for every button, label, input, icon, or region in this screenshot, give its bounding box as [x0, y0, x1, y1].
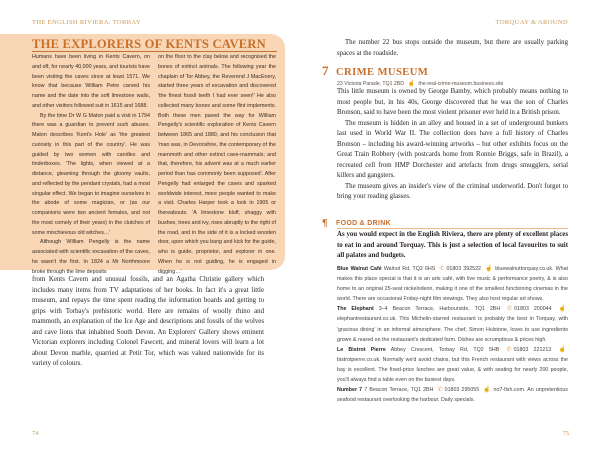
entry-number: 7	[322, 63, 329, 78]
entry-heading	[322, 63, 428, 79]
restaurant-phone: 01803 221213	[513, 346, 552, 353]
right-intro-text	[337, 38, 568, 59]
restaurant-phone: 01803 295055	[444, 387, 480, 394]
restaurant-listing	[337, 304, 568, 344]
entry-website[interactable]: the-real-crime-museum.business.site	[418, 81, 504, 87]
left-body-text	[32, 275, 264, 370]
restaurant-name: Blue Walnut Café	[337, 266, 382, 272]
phone-icon: ✆	[439, 266, 445, 272]
sidebar-paragraph: Humans have been living in Kents Cavern, on and off, for nearly 40,000 years, and tourists have been visiting the caves since at least 1571. We know that because William Petre carved his name and the date into the soft limestone walls, and other visitors followed suit in 1615 and 1688.	[32, 54, 150, 109]
running-head-right: TORQUAY & AROUND	[495, 19, 568, 26]
phone-icon: ✆	[507, 306, 513, 313]
sidebar-paragraph: on the floor to the clay below and recognised the bones of extinct animals. The following year the chaplain of Tor Abbey, the Reverend J MacEnery, started three years of excavation and discovered 'the finest fossil teeth I had ever seen!' He also collected many bones and some flint implements. Both these men paved the way for William Pengelly's scientific exploration of Kents Cavern between 1865 and 1880, and his conclusion that 'man was, in Devonshire, the contemporary of the mammoth and other extinct cave-mammals; and that, therefore, his advent was at a much earlier period than has commonly been supposed'. After Pengelly had enlarged the caves and sparked worldwide interest, more people wanted to make a visit. Charles Harper took a look in 1905 or thereabouts. 'A limestone bluff, shaggy with bushes, trees and ivy, rises abruptly to the right of the road, and in the side of it is a locked wooden door, upon which you bang and kick for the guide, who is guide, proprietor, and explorer in one. When he is not guiding, he is engaged in digging…'	[158, 54, 276, 275]
restaurant-description: What makes this place special is that it is an arts café, with live music & performance poetry, & is also home to an original 25-seat nickelodeon, making it one of the smallest functioning cinemas in the world. There are occasional Friday-night film viewings. They also host regular art shows.	[337, 266, 568, 303]
restaurant-website[interactable]: elephantrestaurant.co.uk.	[337, 316, 397, 323]
sidebar-paragraph: By the time Dr W G Maton paid a visit in 1794 there was a guardian to prevent such abuses. Maton describes 'Kent's Hole' as 'the greatest curiosity in this part of the country'. He was guided by two women with candles and tinderboxes. 'The lights, when viewed at a distance, gleaming through the gloomy vaults, and reflected by the pendant crystals, had a most singular effect. We began to imagine ourselves in the abode of some magician, or (as our companions were two ancient females, and not the most comely of their years) in the clutches of some mischievous old witches…'	[32, 112, 150, 236]
restaurant-name: Number 7	[337, 387, 363, 394]
restaurant-address: Abbey Crescent, Torbay Rd, TQ2 5HB	[390, 346, 500, 353]
entry-address: 23 Victoria Parade, TQ1 2BD	[337, 81, 404, 87]
restaurant-address: 7 Beacon Terrace, TQ1 2BH	[364, 387, 434, 394]
restaurant-website[interactable]: bluewalnuttorquay.co.uk.	[495, 266, 554, 272]
entry-body	[337, 87, 568, 203]
entry-paragraph: The museum gives an insider's view of the criminal underworld. Don't forget to bring your reading glasses.	[337, 182, 568, 200]
phone-icon: ✆	[506, 346, 512, 353]
body-paragraph: from Kents Cavern and unusual fossils, and an Agatha Christie gallery which includes many items from TV adaptations of her books. In fact it's a great little museum, and repays the time spent reading the information boards and getting to grips with Torbay's prehistoric world. Here are remains of woolly rhino and mammoth, an explanation of the Ice Age and descriptions and fossils of the wolves and cave lions that inhabited South Devon. An Explorers' Gallery shows eminent Victorian explorers including Colonel Fawcett, and mineral lovers will learn a lot about Devon marble, quarried at Petit Tor, which was valued nationwide for its variety of colours.	[32, 276, 264, 367]
body-paragraph: The number 22 bus stops outside the museum, but there are usually parking spaces at the roadside.	[337, 39, 568, 57]
web-icon: ☝	[485, 266, 494, 272]
food-drink-rule	[337, 228, 568, 229]
web-icon: ☝	[558, 346, 566, 353]
entry-paragraph: This little museum is owned by George Bamby, which probably means nothing to most people but, in his 40s, George discovered that he was the son of Charles Bronson, said to have been the most violent prisoner ever held in a British prison.	[337, 88, 568, 116]
restaurant-listing	[337, 264, 568, 304]
restaurant-description: Normally we'd avoid chains, but this French restaurant with views across the bay is excellent. The fixed-price lunches are great value, & with seating for nearly 200 people, you'll always find a table even on the busiest days.	[337, 356, 569, 384]
restaurant-description: An unpretentious seafood restaurant overlooking the harbour. Daily specials.	[337, 387, 568, 404]
sidebar-title-rule	[32, 51, 277, 52]
restaurant-listings	[337, 264, 568, 405]
food-drink-title: FOOD & DRINK	[336, 220, 391, 227]
running-head-left: THE ENGLISH RIVIERA: TORBAY	[32, 19, 141, 26]
web-icon: ☝	[407, 81, 415, 87]
entry-address-line	[337, 80, 503, 87]
fork-knife-icon: ¶	[322, 218, 328, 229]
restaurant-phone: 01803 392522	[446, 266, 481, 272]
entry-title: CRIME MUSEUM	[336, 67, 429, 78]
page-number-right: 75	[562, 430, 569, 437]
web-icon: ☝	[483, 387, 492, 394]
restaurant-listing	[337, 385, 568, 405]
restaurant-address: Walnut Rd, TQ2 6HS	[383, 266, 436, 272]
restaurant-website[interactable]: no7-fish.com.	[493, 387, 526, 394]
sidebar-column-2	[158, 53, 276, 277]
sidebar-columns	[32, 53, 277, 277]
food-intro-paragraph: As you would expect in the English Riviera, there are plenty of excellent places to eat in and around Torquay. This is just a selection of local favourites to suit all palates and budgets.	[337, 231, 568, 259]
sidebar-column-1	[32, 53, 150, 277]
page-number-left: 74	[32, 430, 39, 437]
restaurant-phone: 01803 200044	[514, 306, 552, 313]
sidebar-title: THE EXPLORERS OF KENTS CAVERN	[32, 37, 266, 51]
restaurant-name: Le Bistrot Pierre	[337, 346, 386, 353]
sidebar-paragraph: Although William Pengelly is the name associated with scientific excavation of the caves, he wasn't the first. In 1824 a Mr Northmoore broke through the lime deposits	[32, 239, 150, 275]
restaurant-address: 3–4 Beacon Terrace, Harbourside, TQ1 2BH	[378, 306, 501, 313]
right-page	[300, 0, 600, 458]
web-icon: ☝	[558, 306, 566, 313]
restaurant-website[interactable]: bistrotpierre.co.uk.	[337, 356, 381, 363]
restaurant-name: The Elephant	[337, 306, 374, 313]
phone-icon: ✆	[437, 387, 443, 394]
restaurant-listing	[337, 345, 568, 385]
food-drink-intro	[337, 230, 568, 262]
restaurant-description: This Michelin-starred restaurant is probably the best in Torquay, with 'gracious dining' in an informal atmosphere. The chef, Simon Hulstone, loves to use ingredients grown & reared on the restaurant's dedicated farm. Dishes are scrumptious & prices high.	[337, 316, 568, 343]
entry-paragraph: The museum is hidden in an alley and housed in a set of underground bunkers last used in World War II. The collection does have a full history of Charles Bronson – including his award-winning artworks – but other exhibits focus on the Great Train Robbery (with postcards home from Ronnie Briggs, safe in Brazil), a recreated cell from HMP Dorchester and artefacts from drugs smugglers, serial killers and gangsters.	[337, 119, 568, 179]
